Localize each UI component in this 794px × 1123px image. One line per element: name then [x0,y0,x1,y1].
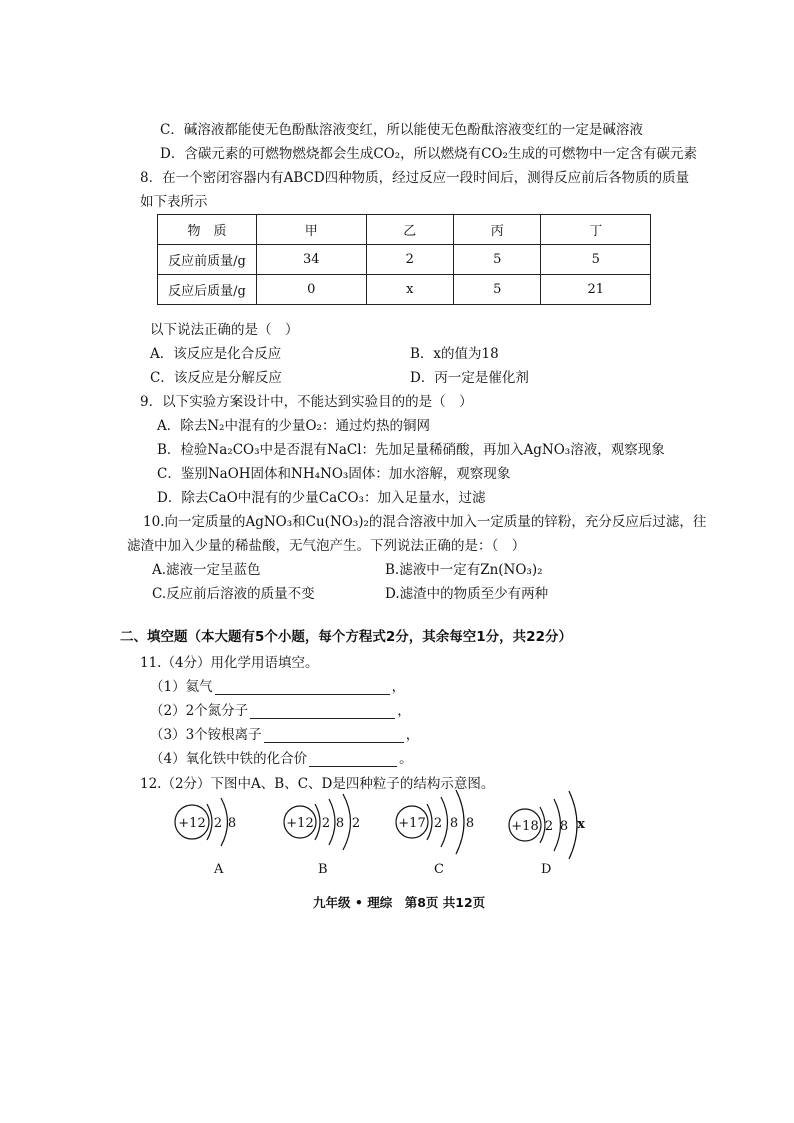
shell-electrons: x [577,817,585,832]
q9-option-c: C．鉴别NaOH固体和NH₄NO₃固体：加水溶解，观察现象 [157,466,511,482]
table-header-cell: 甲 [257,215,367,245]
q11-item-label: （2）2个氮分子 [150,703,249,719]
q9-stem: 9．以下实验方案设计中，不能达到实验目的的是（ ） [140,394,473,410]
answer-blank[interactable] [250,704,395,719]
table-row [158,275,651,305]
q11-item-end: ， [405,727,420,743]
q11-item-label: （3）3个铵根离子 [150,727,262,743]
q8-stem-line1: 8．在一个密闭容器内有ABCD四种物质，经过反应一段时间后，测得反应前后各物质的质量 [140,170,690,186]
q11-item [150,723,419,743]
particle-d-diagram [507,787,607,862]
q11-item-end: ， [397,703,411,719]
table-cell: 5 [453,245,540,275]
particle-d-label: D [541,862,552,877]
q8-option-a: A．该反应是化合反应 [150,346,282,362]
q9-option-d: D．除去CaO中混有的少量CaCO₃：加入足量水，过滤 [157,490,486,506]
shell-electrons: 2 [351,816,361,831]
q11-item [150,675,405,695]
q9-option-a: A．除去N₂中混有的少量O₂：通过灼热的铜网 [157,418,430,434]
table-header-row [158,215,651,245]
particle-b-diagram [282,792,382,862]
shell-electrons: 8 [335,816,345,831]
table-header-cell: 物 质 [158,215,257,245]
answer-blank[interactable] [215,680,390,695]
table-cell: x [366,275,453,305]
shell-electrons: 2 [321,816,331,831]
shell-electrons: 2 [544,819,554,834]
shell-electrons: 8 [559,819,569,834]
nucleus-charge: +12 [286,816,314,831]
table-cell: 34 [257,245,367,275]
answer-blank[interactable] [309,752,397,767]
particle-b-label: B [318,862,328,877]
q10-stem-line1: 10.向一定质量的AgNO₃和Cu(NO₃)₂的混合溶液中加入一定质量的锌粉，充分反应后过滤，往 [143,514,707,530]
q12-stem: 12.（2分）下图中A、B、C、D是四种粒子的结构示意图。 [140,776,495,792]
q10-option-b: B.滤液中一定有Zn(NO₃)₂ [385,562,543,578]
shell-electrons: 8 [449,816,459,831]
q8-option-c: C．该反应是分解反应 [150,370,282,386]
shell-electrons: 8 [465,816,475,831]
q10-option-c: C.反应前后溶液的质量不变 [152,586,315,602]
q7-option-d: D．含碳元素的可燃物燃烧都会生成CO₂，所以燃烧有CO₂生成的可燃物中一定含有碳元素 [160,146,697,162]
particle-c-diagram [394,787,494,862]
shell-electrons: 8 [227,816,237,831]
particle-c-label: C [434,862,444,877]
nucleus-charge: +17 [398,816,426,831]
table-cell: 2 [366,245,453,275]
q11-item-label: （1）氦气 [150,679,213,695]
nucleus-charge: +12 [178,816,206,831]
q8-prompt: 以下说法正确的是（ ） [150,322,299,338]
particle-a-label: A [214,862,224,877]
table-cell: 5 [453,275,540,305]
q8-option-d: D．丙一定是催化剂 [410,370,529,386]
q11-item-label: （4）氧化铁中铁的化合价 [150,751,308,767]
q11-item-end: 。 [399,751,413,767]
q7-option-c: C．碱溶液都能使无色酚酞溶液变红，所以能使无色酚酞溶液变红的一定是碱溶液 [160,122,643,138]
q10-stem-line2: 滤渣中加入少量的稀盐酸，无气泡产生。下列说法正确的是：（ ） [127,538,526,554]
electron-shell-arc [569,791,577,859]
q11-item [150,699,411,719]
q9-option-b: B．检验Na₂CO₃中是否混有NaCl：先加足量稀硝酸，再加入AgNO₃溶液，观察现象 [157,442,665,458]
page-footer: 九年级 • 理综 第8页 共12页 [313,895,486,910]
particle-a-diagram [172,792,272,862]
table-header-cell: 丙 [453,215,540,245]
shell-electrons: 2 [213,816,223,831]
q11-stem: 11.（4分）用化学用语填空。 [140,655,319,671]
table-cell: 21 [541,275,651,305]
table-header-cell: 乙 [366,215,453,245]
q11-item-end: ， [391,679,406,695]
nucleus-charge: +18 [511,819,539,834]
mass-table [157,214,651,305]
q10-option-d: D.滤渣中的物质至少有两种 [385,586,549,602]
table-cell: 0 [257,275,367,305]
table-cell: 5 [541,245,651,275]
q11-item [150,747,413,767]
shell-electrons: 2 [433,816,443,831]
table-header-cell: 丁 [541,215,651,245]
q10-option-a: A.滤液一定呈蓝色 [152,562,261,578]
q8-stem-line2: 如下表所示 [140,194,208,210]
table-cell: 反应前质量/g [158,245,257,275]
q8-option-b: B．x的值为18 [410,346,499,362]
table-row [158,245,651,275]
section-title: 二、填空题（本大题有5个小题，每个方程式2分，其余每空1分，共22分） [120,629,572,645]
answer-blank[interactable] [264,728,404,743]
table-cell: 反应后质量/g [158,275,257,305]
